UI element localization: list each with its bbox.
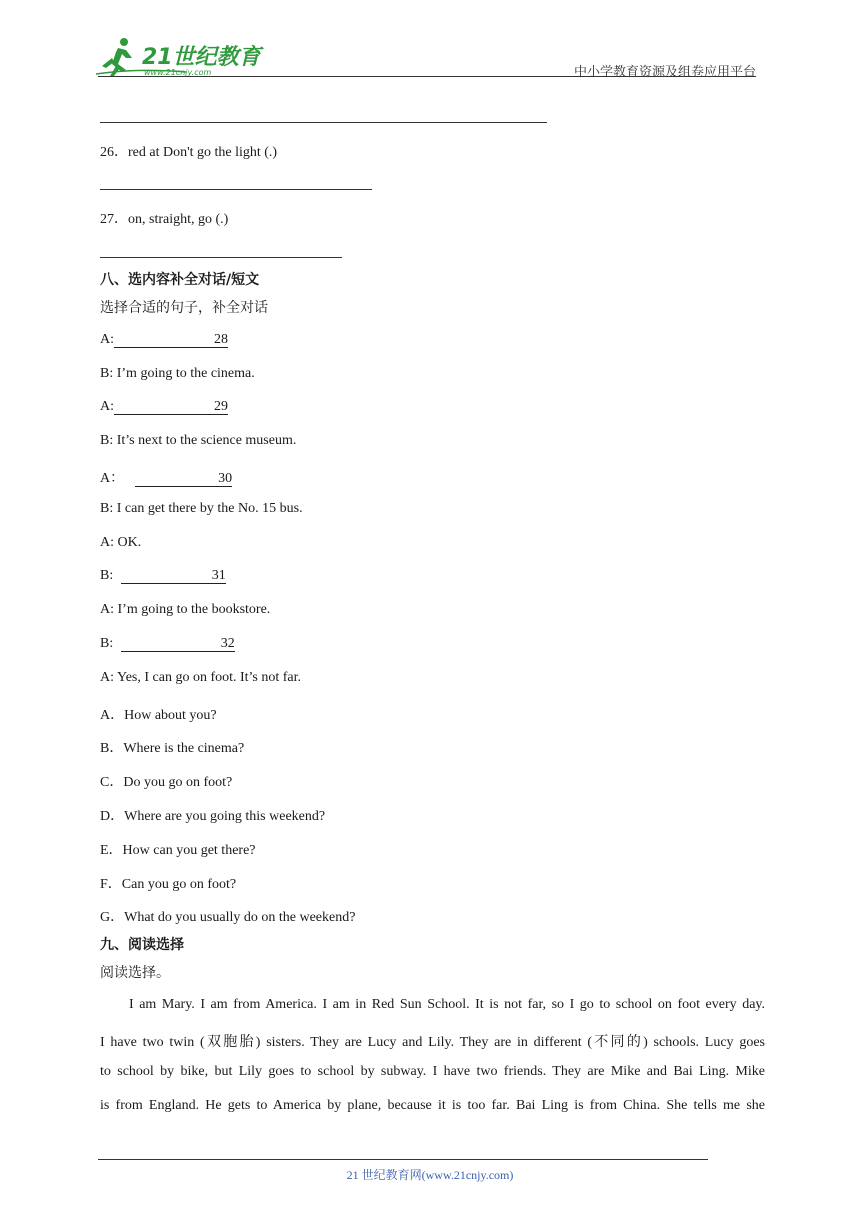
dialogue-line-29 (100, 399, 228, 415)
answer-line-26 (100, 189, 372, 190)
section-8-title: 八、选内容补全对话/短文 (100, 272, 260, 288)
passage-line: is from England. He gets to America by plane, because it is too far. Bai Ling is from China. She tells me she (100, 1098, 765, 1113)
footer-divider (98, 1159, 708, 1160)
dialogue-line: B: I can get there by the No. 15 bus. (100, 501, 303, 516)
dialogue-line: A: I’m going to the bookstore. (100, 602, 271, 617)
site-logo (96, 36, 266, 80)
footer-text[interactable]: 21 世纪教育网(www.21cnjy.com) (346, 1168, 514, 1182)
dialogue-line: B: It’s next to the science museum. (100, 433, 297, 448)
option-b: B．Where is the cinema? (100, 741, 245, 756)
option-a: A．How about you? (100, 708, 217, 723)
blank-29[interactable]: 29 (114, 399, 228, 415)
speaker-label: B: (100, 568, 117, 583)
blank-28[interactable]: 28 (114, 332, 228, 348)
logo-url: www.21cnjy.com (144, 68, 212, 77)
option-f: F．Can you go on foot? (100, 877, 237, 892)
option-d: D．Where are you going this weekend? (100, 809, 326, 824)
dialogue-line-32 (100, 636, 235, 652)
section-9-title: 九、阅读选择 (100, 937, 184, 953)
question-26: 26．red at Don't go the light (.) (100, 145, 278, 160)
passage-line: to school by bike, but Lily goes to school by subway. I have two friends. They are Mike and Bai Ling. Mike (100, 1064, 765, 1079)
dialogue-line: A: Yes, I can go on foot. It’s not far. (100, 670, 302, 685)
option-c: C．Do you go on foot? (100, 775, 233, 790)
blank-32[interactable]: 32 (121, 636, 235, 652)
dialogue-line-28 (100, 332, 228, 348)
section-9-instruction: 阅读选择。 (100, 965, 170, 981)
logo-text: 21世纪教育 (142, 45, 261, 70)
section-8-instruction: 选择合适的句子，补全对话 (100, 300, 268, 316)
speaker-label: A： (100, 471, 125, 486)
option-g: G．What do you usually do on the weekend? (100, 910, 356, 925)
dialogue-line: A: OK. (100, 535, 142, 550)
answer-line-27 (100, 257, 342, 258)
dialogue-line: B: I’m going to the cinema. (100, 366, 255, 381)
blank-30[interactable]: 30 (135, 471, 232, 487)
option-e: E．How can you get there? (100, 843, 256, 858)
passage-line: I am Mary. I am from America. I am in Red Sun School. It is not far, so I go to school on foot every day. (129, 997, 765, 1012)
runner-logo-icon (96, 36, 266, 80)
dialogue-line-30 (100, 467, 232, 487)
passage-line: I have two twin (双胞胎) sisters. They are Lucy and Lily. They are in different (不同的) schools. Lucy goes (100, 1035, 765, 1050)
speaker-label: A: (100, 399, 114, 414)
speaker-label: B: (100, 636, 117, 651)
header-divider (98, 76, 756, 77)
question-27: 27．on, straight, go (.) (100, 212, 229, 227)
platform-title: 中小学教育资源及组卷应用平台 (573, 64, 756, 79)
speaker-label: A: (100, 332, 114, 347)
dialogue-line-31 (100, 568, 226, 584)
answer-line-25 (100, 122, 547, 123)
blank-31[interactable]: 31 (121, 568, 226, 584)
